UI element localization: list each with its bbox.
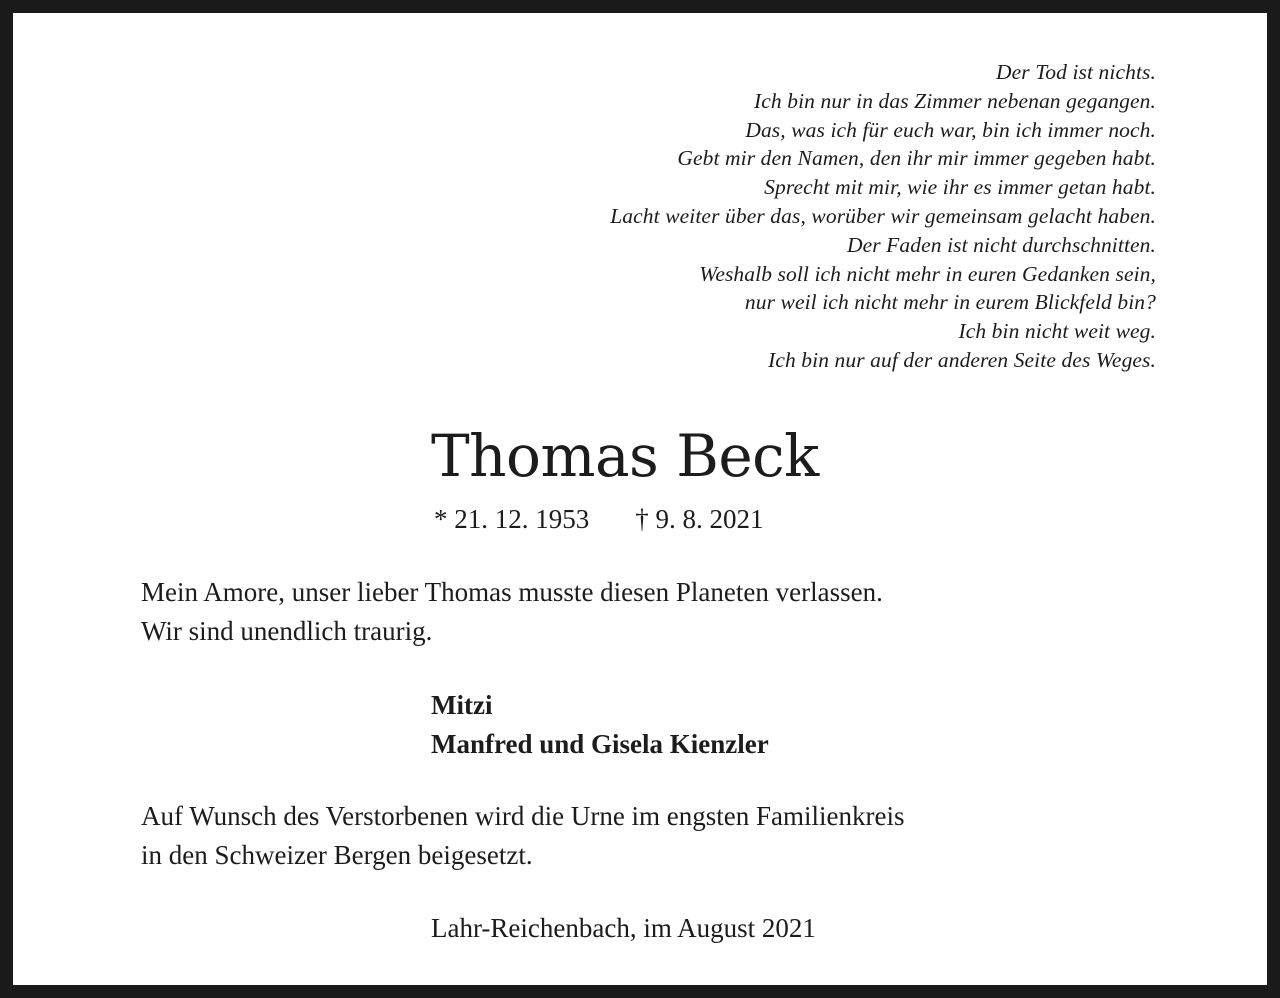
poem	[610, 58, 1156, 375]
mourners	[431, 686, 769, 764]
mourner-name: Mitzi	[431, 690, 493, 720]
poem-line: Ich bin nur auf der anderen Seite des Weges.	[768, 347, 1156, 372]
poem-line: Weshalb soll ich nicht mehr in euren Gedanken sein,	[699, 261, 1156, 286]
notice-line: in den Schweizer Bergen beigesetzt.	[141, 840, 533, 870]
notice-line: Auf Wunsch des Verstorbenen wird die Urne im engsten Familienkreis	[141, 801, 905, 831]
place-and-date: Lahr-Reichenbach, im August 2021	[431, 913, 816, 943]
deceased-name: Thomas Beck	[431, 422, 819, 490]
poem-line: nur weil ich nicht mehr in eurem Blickfeld bin?	[744, 290, 1156, 315]
poem-line: Der Faden ist nicht durchschnitten.	[846, 232, 1156, 257]
mourner-name: Manfred und Gisela Kienzler	[431, 729, 769, 759]
mourning-message	[141, 573, 883, 651]
life-dates	[434, 502, 764, 536]
poem-line: Das, was ich für euch war, bin ich immer noch.	[745, 117, 1156, 142]
death-date: † 9. 8. 2021	[635, 504, 764, 534]
birth-date: * 21. 12. 1953	[434, 504, 590, 534]
message-line: Wir sind unendlich traurig.	[141, 616, 433, 646]
poem-line: Gebt mir den Namen, den ihr mir immer gegeben habt.	[677, 146, 1156, 171]
poem-line: Ich bin nicht weit weg.	[958, 319, 1156, 344]
poem-line: Ich bin nur in das Zimmer nebenan gegangen.	[754, 88, 1156, 113]
obituary-content	[13, 13, 1267, 985]
burial-notice	[141, 797, 905, 875]
poem-line: Der Tod ist nichts.	[996, 60, 1156, 84]
poem-line: Sprecht mit mir, wie ihr es immer getan habt.	[764, 175, 1156, 200]
message-line: Mein Amore, unser lieber Thomas musste diesen Planeten verlassen.	[141, 577, 883, 607]
poem-line: Lacht weiter über das, worüber wir gemeinsam gelacht haben.	[610, 203, 1156, 228]
